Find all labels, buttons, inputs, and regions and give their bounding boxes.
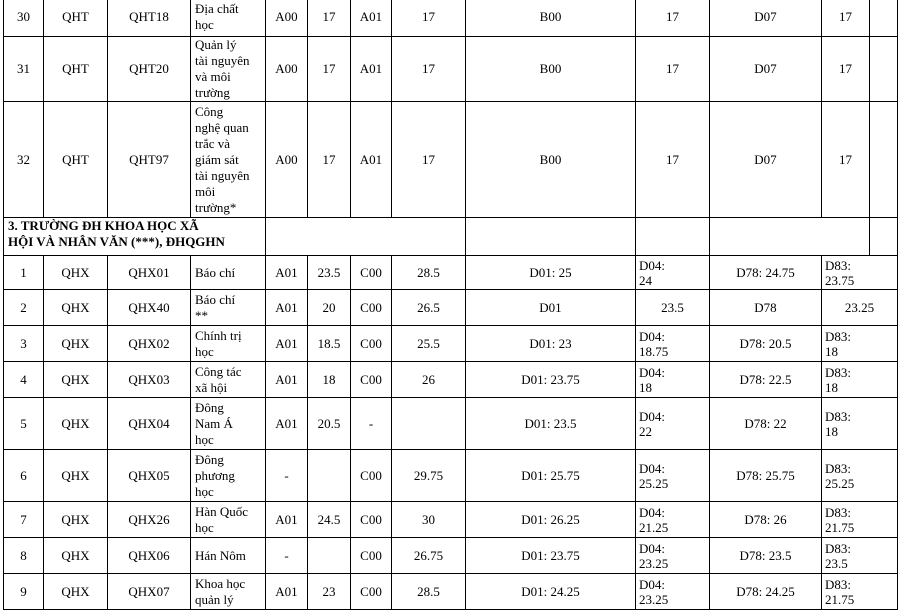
block-cell: C00 [351, 326, 392, 362]
empty-cell [870, 218, 898, 256]
stt-cell: 5 [4, 398, 44, 450]
school-code-cell: QHT [44, 37, 108, 102]
block-cell: C00 [351, 574, 392, 610]
table-row [4, 574, 898, 610]
major-name-cell: Đông Nam Á học [191, 398, 266, 450]
score-cell: 26 [392, 362, 466, 398]
d04-cell: D04: 18.75 [636, 326, 710, 362]
score-cell: 17 [392, 102, 466, 218]
major-name-cell: Hán Nôm [191, 538, 266, 574]
score-cell: 23 [308, 574, 351, 610]
score-cell: 30 [392, 502, 466, 538]
block-cell: A01 [266, 502, 308, 538]
score-cell [392, 398, 466, 450]
stt-cell: 8 [4, 538, 44, 574]
school-code-cell: QHX [44, 256, 108, 290]
block-cell: D07 [710, 102, 822, 218]
block-cell: D07 [710, 0, 822, 37]
major-code-cell: QHX07 [108, 574, 191, 610]
block-cell: A00 [266, 102, 308, 218]
score-cell: 17 [636, 37, 710, 102]
major-code-cell: QHX40 [108, 290, 191, 326]
d78-cell: D78 [710, 290, 822, 326]
school-code-cell: QHX [44, 398, 108, 450]
block-cell: A01 [266, 256, 308, 290]
empty-cell [870, 102, 898, 218]
d78-cell: D78: 24.25 [710, 574, 822, 610]
d83-cell: D83: 23.75 [822, 256, 898, 290]
block-cell: C00 [351, 256, 392, 290]
score-cell: 26.5 [392, 290, 466, 326]
empty-cell [266, 218, 466, 256]
table-row [4, 102, 898, 218]
empty-cell [710, 218, 870, 256]
block-cell: - [351, 398, 392, 450]
d78-cell: D78: 22.5 [710, 362, 822, 398]
major-name-cell: Công nghệ quan trắc và giám sát tài nguyên môi trường* [191, 102, 266, 218]
block-cell: A01 [351, 37, 392, 102]
block-cell: C00 [351, 450, 392, 502]
d04-cell: D04: 23.25 [636, 574, 710, 610]
major-code-cell: QHX03 [108, 362, 191, 398]
d78-cell: D78: 20.5 [710, 326, 822, 362]
block-cell: A01 [351, 0, 392, 37]
major-code-cell: QHX06 [108, 538, 191, 574]
score-cell: 17 [822, 0, 870, 37]
d04-cell: D04: 24 [636, 256, 710, 290]
block-cell: A01 [266, 574, 308, 610]
block-cell: - [266, 538, 308, 574]
block-cell: C00 [351, 538, 392, 574]
major-name-cell: Chính trị học [191, 326, 266, 362]
score-cell: 17 [308, 0, 351, 37]
block-cell: A01 [266, 362, 308, 398]
d78-cell: D78: 24.75 [710, 256, 822, 290]
d04-cell: D04: 22 [636, 398, 710, 450]
stt-cell: 1 [4, 256, 44, 290]
stt-cell: 32 [4, 102, 44, 218]
empty-cell [466, 218, 636, 256]
stt-cell: 4 [4, 362, 44, 398]
d83-cell: D83: 21.75 [822, 502, 898, 538]
d01-cell: D01: 25.75 [466, 450, 636, 502]
stt-cell: 31 [4, 37, 44, 102]
major-code-cell: QHT20 [108, 37, 191, 102]
score-cell: 17 [636, 0, 710, 37]
d83-cell: D83: 21.75 [822, 574, 898, 610]
empty-cell [870, 37, 898, 102]
d01-cell: D01: 23.5 [466, 398, 636, 450]
major-code-cell: QHT97 [108, 102, 191, 218]
score-cell: 23.5 [308, 256, 351, 290]
d01-cell: D01: 23 [466, 326, 636, 362]
score-cell: 17 [822, 102, 870, 218]
block-cell: A00 [266, 37, 308, 102]
stt-cell: 9 [4, 574, 44, 610]
table-row [4, 256, 898, 290]
table-row [4, 538, 898, 574]
major-name-cell: Hàn Quốc học [191, 502, 266, 538]
table-row [4, 502, 898, 538]
empty-cell [636, 218, 710, 256]
d83-cell: D83: 18 [822, 362, 898, 398]
d04-cell: D04: 21.25 [636, 502, 710, 538]
school-code-cell: QHX [44, 538, 108, 574]
stt-cell: 7 [4, 502, 44, 538]
major-code-cell: QHX01 [108, 256, 191, 290]
major-name-cell: Địa chất học [191, 0, 266, 37]
score-cell: 20 [308, 290, 351, 326]
school-code-cell: QHX [44, 574, 108, 610]
table-row [4, 290, 898, 326]
major-code-cell: QHX26 [108, 502, 191, 538]
major-code-cell: QHX02 [108, 326, 191, 362]
major-code-cell: QHT18 [108, 0, 191, 37]
d01-cell: D01: 25 [466, 256, 636, 290]
score-cell: 28.5 [392, 256, 466, 290]
d78-cell: D78: 23.5 [710, 538, 822, 574]
score-cell [308, 538, 351, 574]
major-code-cell: QHX05 [108, 450, 191, 502]
major-name-cell: Báo chí ** [191, 290, 266, 326]
score-cell: 17 [822, 37, 870, 102]
score-cell [308, 450, 351, 502]
d01-cell: D01: 23.75 [466, 362, 636, 398]
d78-cell: D78: 26 [710, 502, 822, 538]
d83-cell: D83: 25.25 [822, 450, 898, 502]
block-cell: - [266, 450, 308, 502]
score-cell: 18 [308, 362, 351, 398]
major-name-cell: Quản lý tài nguyên và môi trường [191, 37, 266, 102]
score-cell: 24.5 [308, 502, 351, 538]
block-cell: A01 [266, 290, 308, 326]
score-cell: 17 [308, 102, 351, 218]
d04-cell: 23.5 [636, 290, 710, 326]
stt-cell: 2 [4, 290, 44, 326]
table-row [4, 450, 898, 502]
d83-cell: D83: 18 [822, 326, 898, 362]
d01-cell: D01: 26.25 [466, 502, 636, 538]
school-code-cell: QHX [44, 290, 108, 326]
d01-cell: D01: 24.25 [466, 574, 636, 610]
d01-cell: D01: 23.75 [466, 538, 636, 574]
block-cell: C00 [351, 362, 392, 398]
d78-cell: D78: 22 [710, 398, 822, 450]
block-cell: D07 [710, 37, 822, 102]
school-code-cell: QHX [44, 362, 108, 398]
block-cell: B00 [466, 0, 636, 37]
school-code-cell: QHX [44, 326, 108, 362]
block-cell: A01 [266, 326, 308, 362]
empty-cell [870, 0, 898, 37]
admission-scores-table [3, 0, 898, 610]
d01-cell: D01 [466, 290, 636, 326]
stt-cell: 30 [4, 0, 44, 37]
d04-cell: D04: 23.25 [636, 538, 710, 574]
major-name-cell: Đông phương học [191, 450, 266, 502]
major-name-cell: Báo chí [191, 256, 266, 290]
score-cell: 29.75 [392, 450, 466, 502]
table-row [4, 0, 898, 37]
d83-cell: D83: 18 [822, 398, 898, 450]
major-code-cell: QHX04 [108, 398, 191, 450]
score-cell: 26.75 [392, 538, 466, 574]
school-code-cell: QHX [44, 502, 108, 538]
score-cell: 17 [636, 102, 710, 218]
section-title: 3. TRƯỜNG ĐH KHOA HỌC XÃ HỘI VÀ NHÂN VĂN (***), ĐHQGHN [4, 218, 266, 256]
block-cell: C00 [351, 502, 392, 538]
table-row [4, 362, 898, 398]
major-name-cell: Khoa học quản lý [191, 574, 266, 610]
stt-cell: 3 [4, 326, 44, 362]
block-cell: C00 [351, 290, 392, 326]
school-code-cell: QHT [44, 0, 108, 37]
d83-cell: D83: 23.5 [822, 538, 898, 574]
block-cell: A01 [266, 398, 308, 450]
school-code-cell: QHX [44, 450, 108, 502]
table-row [4, 326, 898, 362]
table-row [4, 398, 898, 450]
school-code-cell: QHT [44, 102, 108, 218]
score-cell: 18.5 [308, 326, 351, 362]
stt-cell: 6 [4, 450, 44, 502]
d04-cell: D04: 18 [636, 362, 710, 398]
section-header-row [4, 218, 898, 256]
score-cell: 20.5 [308, 398, 351, 450]
table-row [4, 37, 898, 102]
score-cell: 17 [308, 37, 351, 102]
block-cell: A01 [351, 102, 392, 218]
block-cell: A00 [266, 0, 308, 37]
score-cell: 25.5 [392, 326, 466, 362]
block-cell: B00 [466, 37, 636, 102]
score-cell: 28.5 [392, 574, 466, 610]
d83-cell: 23.25 [822, 290, 898, 326]
major-name-cell: Công tác xã hội [191, 362, 266, 398]
d78-cell: D78: 25.75 [710, 450, 822, 502]
score-cell: 17 [392, 0, 466, 37]
d04-cell: D04: 25.25 [636, 450, 710, 502]
block-cell: B00 [466, 102, 636, 218]
score-cell: 17 [392, 37, 466, 102]
